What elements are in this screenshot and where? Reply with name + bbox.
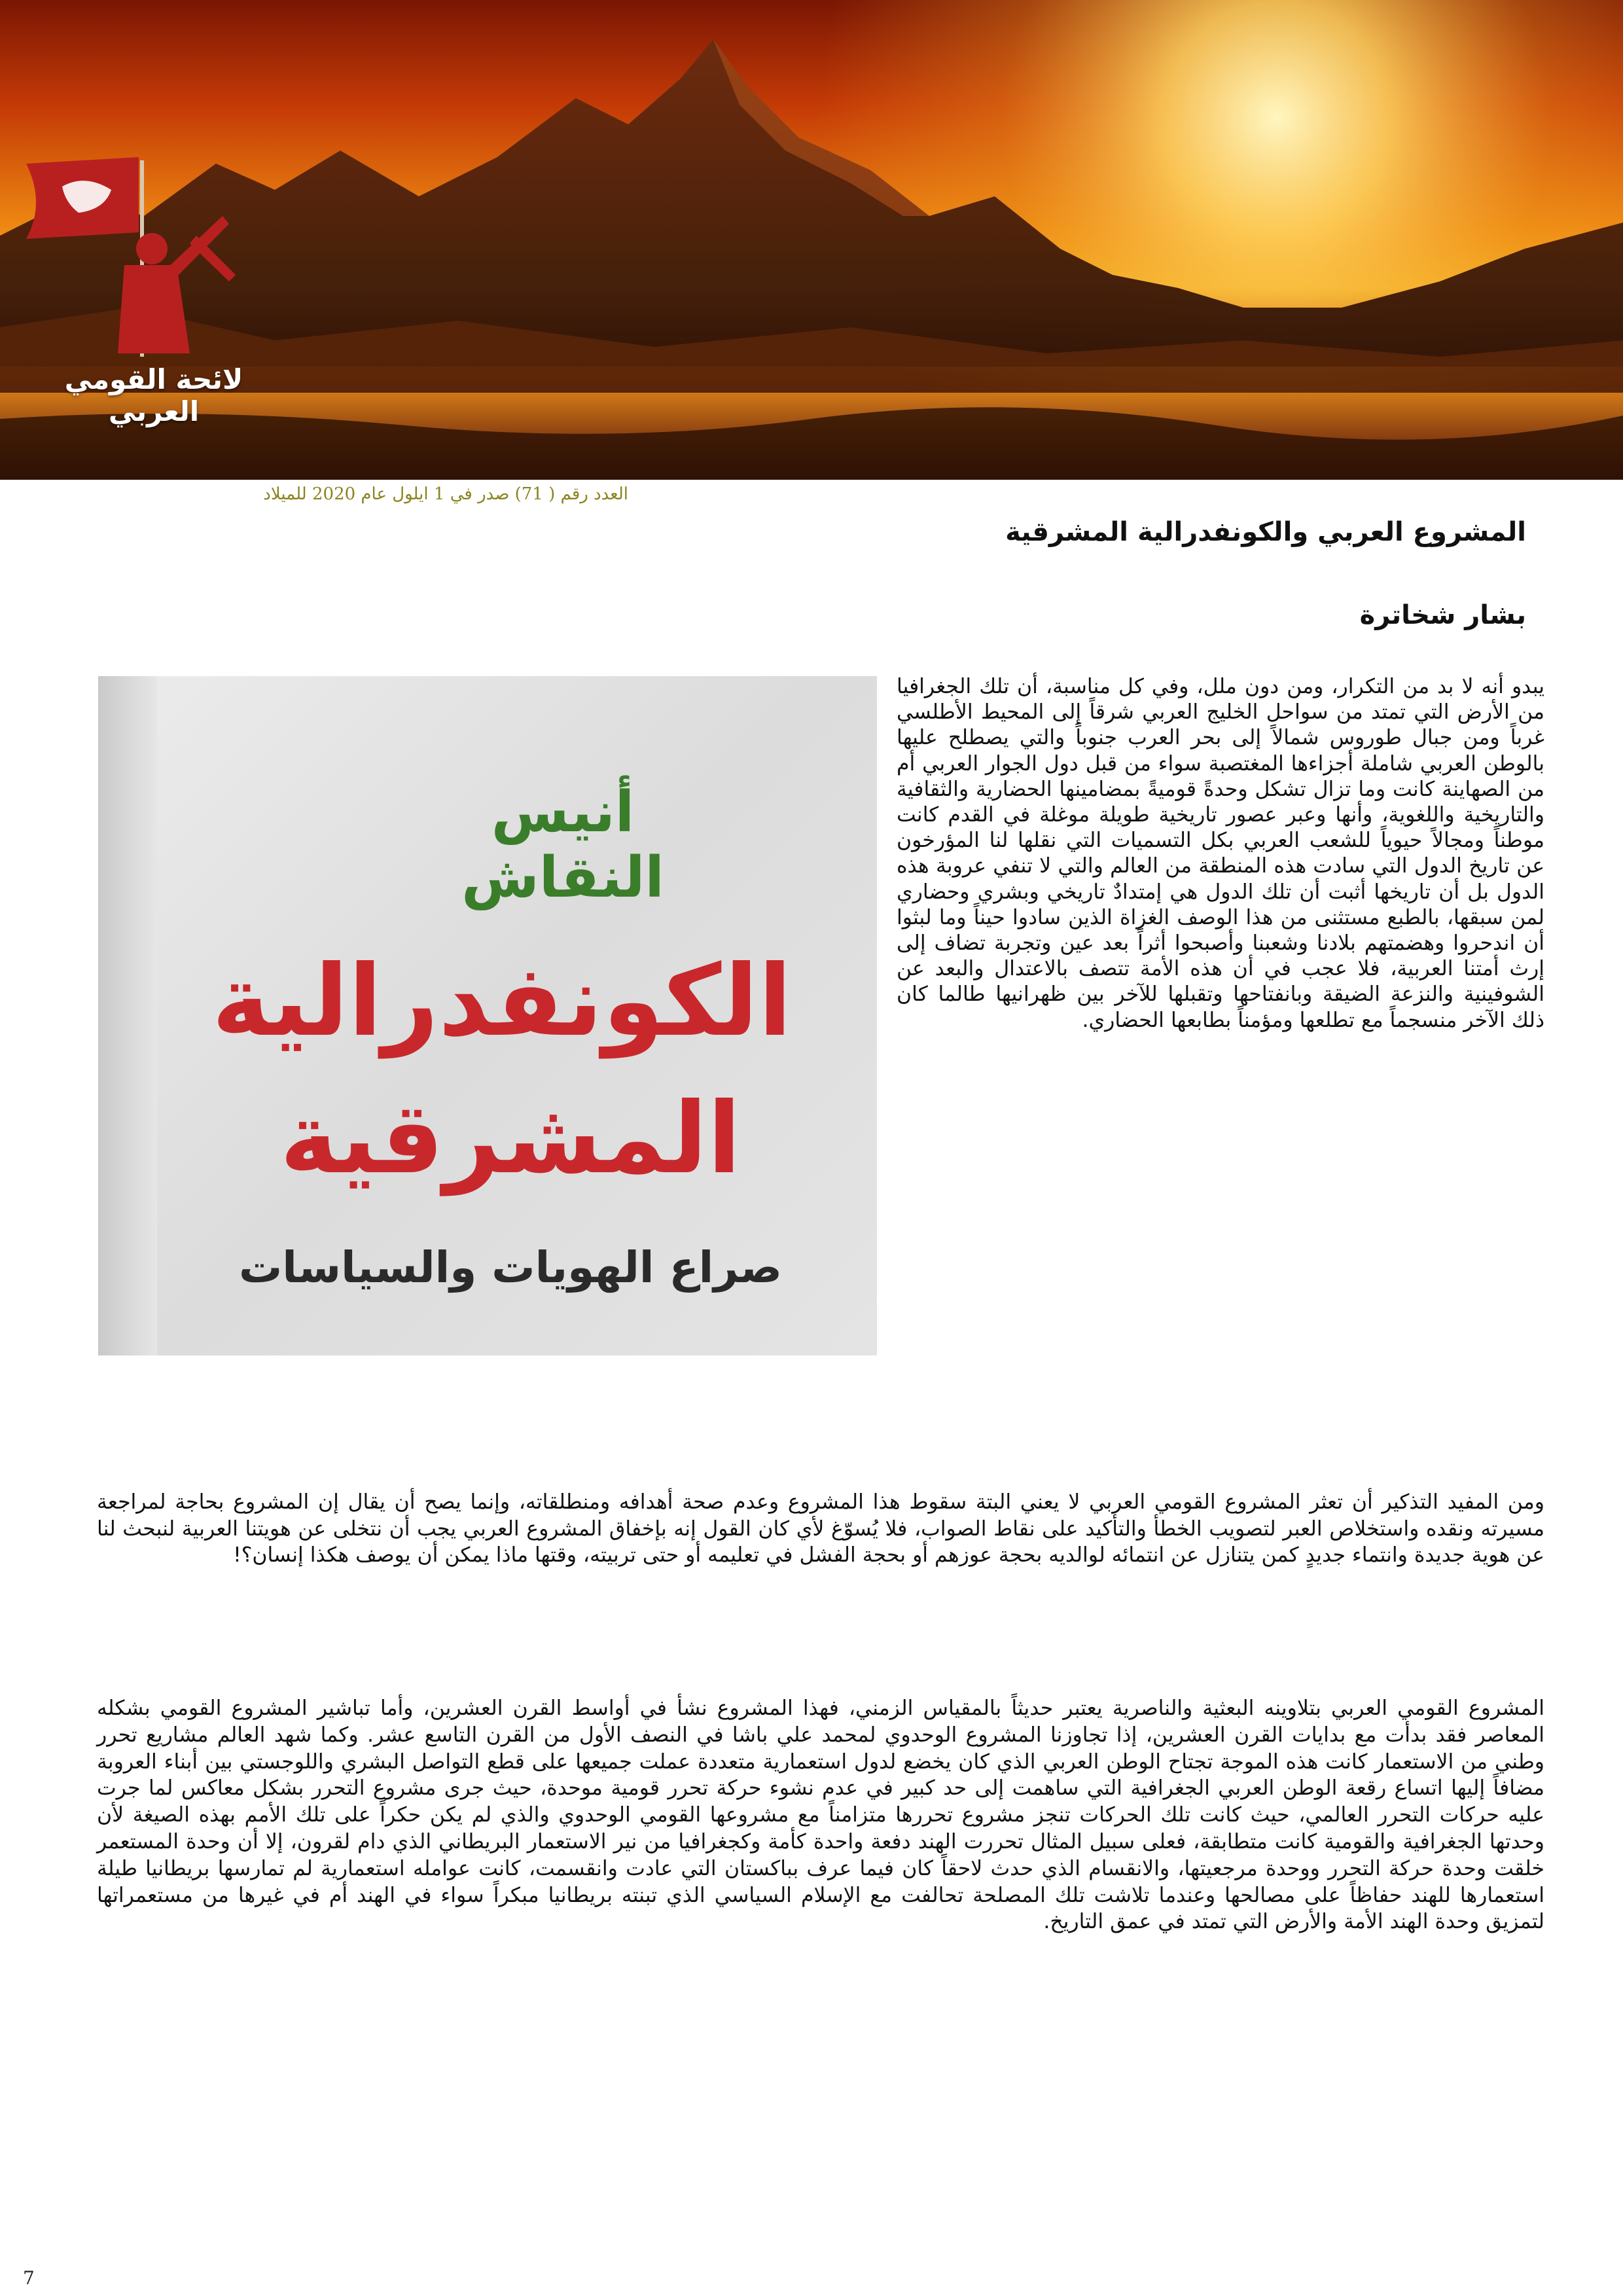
- book-title-line-2: المشرقية: [279, 1082, 741, 1196]
- paragraph-1: يبدو أنه لا بد من التكرار، ومن دون ملل، وفي كل مناسبة، أن تلك الجغرافيا من الأرض التي تمتد من سواحل الخليج العربي شرقاً إلى المحيط الأطلسي غرباً ومن جبال طوروس شمالاً إلى بحر العرب جنوباً والتي يصطلح عليها بالوطن العربي شاملة أجزاءها المغتصبة سواء من قبل دول الجوار العربي أم من الصهاينة كانت وما تزال تشكل وحدةً قوميةً بمضامينها الحضارية والثقافية والتاريخية واللغوية، وأنها وعبر عصور تاريخية طويلة موغلة في القدم كانت موطناً ومجالاً حيوياً للشعب العربي بكل التسميات التي نقلها لنا المؤرخون عن تاريخ الدول التي سادت هذه المنطقة من العالم والتي لا تنفي عروبة هذه الدول بل أن تاريخها أثبت أن تلك الدول هي إمتدادٌ تاريخي وبشري وحضاري لمن سبقها، بالطبع مستثنى من هذا الوصف الغزاة الذين سادوا حيناً وما لبثوا أن اندحروا وهضمتهم بلادنا وشعبنا وأصبحوا أثراً بعد عين وتجربة تضاف إلى إرث أمتنا العربية، فلا عجب في أن هذه الأمة تتصف بالاعتدال والبعد عن الشوفينية والنزعة الضيقة وبانفتاحها وتقبلها للآخر بين ظهرانيها طالما كان ذلك الآخر منسجماً مع تطلعها ومؤمناً بطابعها الحضاري.: [897, 675, 1544, 1032]
- book-title-line-1: الكونفدرالية: [211, 944, 792, 1058]
- book-subtitle: صراع الهويات والسياسات: [238, 1242, 783, 1293]
- article-author: بشار شخاترة: [1359, 600, 1526, 630]
- emblem-text: لائحة القومي العربي: [64, 363, 243, 427]
- book-author-name: أنيس النقاش: [461, 780, 664, 910]
- paragraph-2: ومن المفيد التذكير أن تعثر المشروع القومي العربي لا يعني البتة سقوط هذا المشروع وعدم صحة أهدافه ومنطلقاته، وإنما يصح أن يقال إن المشروع بحاجة لمراجعة مسيرته ونقده واستخلاص العبر لتصويب الخطأ والتأكيد على نقاط الصواب، فلا يُسوّغ لأي كان القول إنه بإخفاق المشروع العربي يجب أن نتخلى عن هويتنا العربية لنبحث لنا عن هوية جديدة وانتماء جديدٍ كمن يتنازل عن انتمائه لوالديه بحجة عوزهم أو بحجة الفشل في تعليمه أو حتى تربيته، وقتها ماذا يمكن أن يوصف هكذا إنسان؟!: [97, 1490, 1544, 1567]
- issue-line: العدد رقم ( 71) صدر في 1 ايلول عام 2020 للميلاد: [263, 484, 628, 504]
- page-number: 7: [23, 2267, 35, 2289]
- book-cover-image: [98, 676, 877, 1355]
- article-title: المشروع العربي والكونفدرالية المشرقية: [1005, 517, 1526, 547]
- header-banner: [0, 0, 1623, 480]
- paragraph-3: المشروع القومي العربي بتلاوينه البعثية والناصرية يعتبر حديثاً بالمقياس الزمني، فهذا المشروع نشأ في أواسط القرن العشرين، وأما تباشير المشروع القومي بشكله المعاصر فقد بدأت مع بدايات القرن العشرين، إذا تجاوزنا المشروع الوحدوي لمحمد علي باشا في النصف الأول من القرن التاسع عشر. وكما شهد العالم مشاريع تحرر وطني من الاستعمار كانت هذه الموجة تجتاح الوطن العربي الذي كان يخضع لدول استعمارية متعددة عملت جميعها على قطع التواصل البشري واللوجستي بين أبناء العروبة مضافاً إليها اتساع رقعة الوطن العربي الجغرافية التي ساهمت إلى حد كبير في عدم نشوء حركة تحرر قومية موحدة، حيث جرى مشروع التحرر بشكل معاكس لما جرت عليه حركات التحرر العالمي، حيث كانت تلك الحركات تنجز مشروع تحررها متزامناً مع مشروعها القومي الوحدوي والذي لم يكن حكراً على تلك الأمم بهذه الصيغة لأن وحدتها الجغرافية والقومية كانت متطابقة، فعلى سبيل المثال تحررت الهند دفعة واحدة كأمة وكجغرافيا من نير الاستعمار البريطاني الذي دام لقرون، إلا أن وحدة المستعمر خلقت وحدة حركة التحرر ووحدة مرجعيتها، والانقسام الذي حدث لاحقاً كان فيما عرف بباكستان التي عادت وانقسمت، كانت عوامله استعمارية لم تمارسها بريطانيا طيلة استعمارها للهند حفاظاً على مصالحها وعندما تلاشت تلك المصلحة تحالفت مع الإسلام السياسي الذي تبنته بريطانيا مبكراً سواء في الهند أم في غيرها من مستعمراتها لتمزيق وحدة الهند الأمة والأرض التي تمتد في عمق التاريخ.: [97, 1696, 1544, 1934]
- book-spine-shade: [98, 676, 157, 1355]
